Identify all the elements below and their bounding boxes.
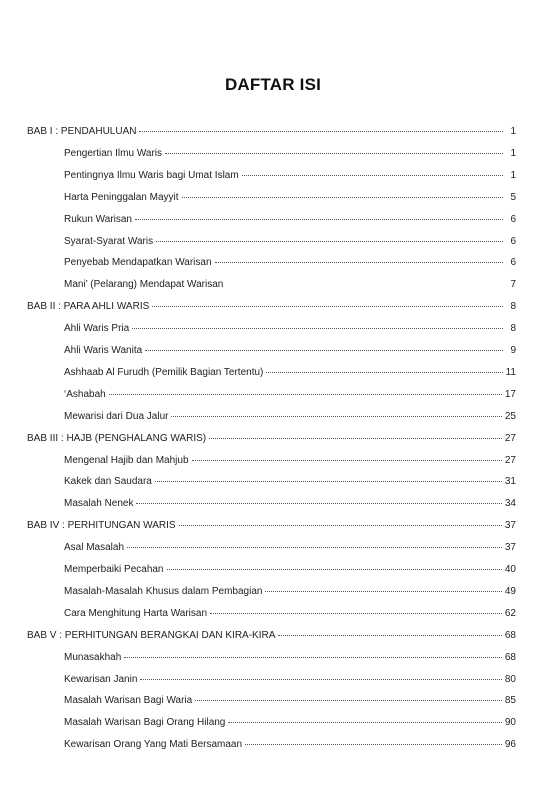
toc-dot-leader xyxy=(155,481,502,482)
toc-dot-leader xyxy=(171,416,501,417)
toc-page-number: 6 xyxy=(510,213,516,225)
toc-entry-label: Masalah-Masalah Khusus dalam Pembagian xyxy=(64,585,263,597)
toc-entry-label: Cara Menghitung Harta Warisan xyxy=(64,607,208,619)
toc-dot-leader xyxy=(242,175,503,176)
toc-dot-leader xyxy=(152,306,503,307)
toc-page-number: 6 xyxy=(510,257,516,269)
toc-entry-label: ‘Ashabah xyxy=(64,388,106,400)
toc-page-number: 1 xyxy=(510,126,516,137)
toc-page-number: 8 xyxy=(510,301,516,313)
toc-section-entry xyxy=(64,607,516,621)
toc-section-entry xyxy=(64,366,516,380)
toc-page-number: 9 xyxy=(510,345,516,356)
toc-dot-leader xyxy=(195,700,502,701)
toc-section-entry xyxy=(64,147,516,161)
toc-section-entry xyxy=(64,497,516,511)
toc-section-entry xyxy=(64,651,516,665)
toc-dot-leader xyxy=(179,525,502,526)
toc-entry-label: BAB II : PARA AHLI WARIS xyxy=(27,301,150,313)
toc-entry-label: Mani’ (Pelarang) Mendapat Warisan xyxy=(64,279,224,291)
toc-section-entry xyxy=(64,694,516,708)
toc-page-number: 62 xyxy=(504,607,516,619)
toc-section-entry xyxy=(64,563,516,577)
toc-entry-label: Pengertian Ilmu Waris xyxy=(64,147,162,159)
toc-dot-leader xyxy=(140,679,502,680)
toc-page-number: 1 xyxy=(510,169,516,181)
toc-page-number: 8 xyxy=(510,323,516,335)
toc-section-entry xyxy=(64,475,516,489)
toc-dot-leader xyxy=(182,197,503,198)
toc-entry-label: Harta Peninggalan Mayyit xyxy=(64,191,179,203)
toc-section-entry xyxy=(64,716,516,730)
toc-entry-label: BAB I : PENDAHULUAN xyxy=(27,126,137,137)
toc-entry-label: Ahli Waris Wanita xyxy=(64,345,143,356)
toc-dot-leader xyxy=(127,547,502,548)
toc-entry-label: Kewarisan Orang Yang Mati Bersamaan xyxy=(64,739,243,751)
toc-page-number: 5 xyxy=(510,191,516,203)
toc-dot-leader xyxy=(124,657,502,658)
toc-section-entry xyxy=(64,191,516,205)
toc-dot-leader xyxy=(209,438,502,439)
toc-section-entry xyxy=(64,169,516,183)
toc-page-number: 85 xyxy=(504,695,516,707)
toc-entry-label: Masalah Warisan Bagi Waria xyxy=(64,695,193,707)
toc-page-number: 11 xyxy=(505,366,516,378)
toc-entry-label: BAB V : PERHITUNGAN BERANGKAI DAN KIRA-KIRA xyxy=(27,629,276,641)
toc-entry-label: Ashhaab Al Furudh (Pemilik Bagian Tertentu) xyxy=(64,366,264,378)
toc-dot-leader xyxy=(135,219,503,220)
toc-dot-leader xyxy=(265,591,501,592)
toc-dot-leader xyxy=(278,635,501,636)
toc-section-entry xyxy=(64,213,516,227)
toc-section-entry xyxy=(64,256,516,270)
toc-entry-label: Kewarisan Janin xyxy=(64,673,138,685)
toc-page-number: 68 xyxy=(504,651,516,663)
toc-section-entry xyxy=(64,278,516,292)
page-title: DAFTAR ISI xyxy=(224,75,322,94)
toc-entry-label: Pentingnya Ilmu Waris bagi Umat Islam xyxy=(64,169,239,181)
toc-entry-label: Ahli Waris Pria xyxy=(64,323,130,335)
toc-dot-leader xyxy=(136,503,501,504)
toc-chapter-entry xyxy=(27,629,516,643)
toc-page-number: 49 xyxy=(504,585,516,597)
toc-section-entry xyxy=(64,585,516,599)
toc-entry-label: Masalah Nenek xyxy=(64,498,134,510)
toc-page-number: 31 xyxy=(504,476,516,488)
toc-dot-leader xyxy=(145,350,503,351)
toc-entry-label: BAB III : HAJB (PENGHALANG WARIS) xyxy=(27,432,207,444)
toc-section-entry xyxy=(64,454,516,468)
toc-page-number: 6 xyxy=(510,235,516,247)
toc-dot-leader xyxy=(210,613,502,614)
toc-entry-label: BAB IV : PERHITUNGAN WARIS xyxy=(27,520,176,532)
toc-dot-leader xyxy=(156,241,503,242)
toc-section-entry xyxy=(64,541,516,555)
toc-dot-leader xyxy=(165,153,503,154)
toc-page-number: 80 xyxy=(504,673,516,685)
toc-chapter-entry xyxy=(27,300,516,314)
toc-section-entry xyxy=(64,344,516,358)
toc-dot-leader xyxy=(167,569,502,570)
toc-page-number: 37 xyxy=(504,542,516,554)
toc-entry-label: Munasakhah xyxy=(64,651,122,663)
toc-entry-label: Mewarisi dari Dua Jalur xyxy=(64,410,169,422)
toc-entry-label: Masalah Warisan Bagi Orang Hilang xyxy=(64,717,226,729)
toc-entry-label: Penyebab Mendapatkan Warisan xyxy=(64,257,212,269)
toc-dot-leader xyxy=(266,372,502,373)
toc-dot-leader xyxy=(132,328,503,329)
toc-page-number: 27 xyxy=(504,454,516,466)
toc-dot-leader xyxy=(245,744,502,745)
toc-chapter-entry xyxy=(27,125,516,139)
toc-entry-label: Mengenal Hajib dan Mahjub xyxy=(64,454,189,466)
toc-chapter-entry xyxy=(27,519,516,533)
toc-page-number: 90 xyxy=(504,717,516,729)
toc-dot-leader xyxy=(139,131,503,132)
toc-page-number: 27 xyxy=(504,432,516,444)
toc-entry-label: Kakek dan Saudara xyxy=(64,476,152,488)
toc-page-number: 34 xyxy=(504,498,516,510)
toc-dot-leader xyxy=(215,262,504,263)
toc-section-entry xyxy=(64,322,516,336)
toc-page-number: 40 xyxy=(504,564,516,575)
toc-chapter-entry xyxy=(27,432,516,446)
toc-page-number: 68 xyxy=(504,629,516,641)
toc-section-entry xyxy=(64,738,516,752)
toc-entry-label: Syarat-Syarat Waris xyxy=(64,235,154,247)
toc-page-number: 7 xyxy=(510,279,516,291)
toc-page-number: 1 xyxy=(510,147,516,159)
toc-entry-label: Memperbaiki Pecahan xyxy=(64,564,164,575)
toc-page-number: 96 xyxy=(504,739,516,751)
toc-dot-leader xyxy=(228,722,502,723)
toc-section-entry xyxy=(64,235,516,249)
toc-page-number: 17 xyxy=(504,388,516,400)
toc-section-entry xyxy=(64,410,516,424)
toc-page-number: 25 xyxy=(504,410,516,422)
toc-section-entry xyxy=(64,388,516,402)
toc-dot-leader xyxy=(192,460,502,461)
toc-entry-label: Asal Masalah xyxy=(64,542,125,554)
toc-section-entry xyxy=(64,673,516,687)
toc-dot-leader xyxy=(109,394,502,395)
toc-entry-label: Rukun Warisan xyxy=(64,213,132,225)
toc-page-number: 37 xyxy=(504,520,516,532)
